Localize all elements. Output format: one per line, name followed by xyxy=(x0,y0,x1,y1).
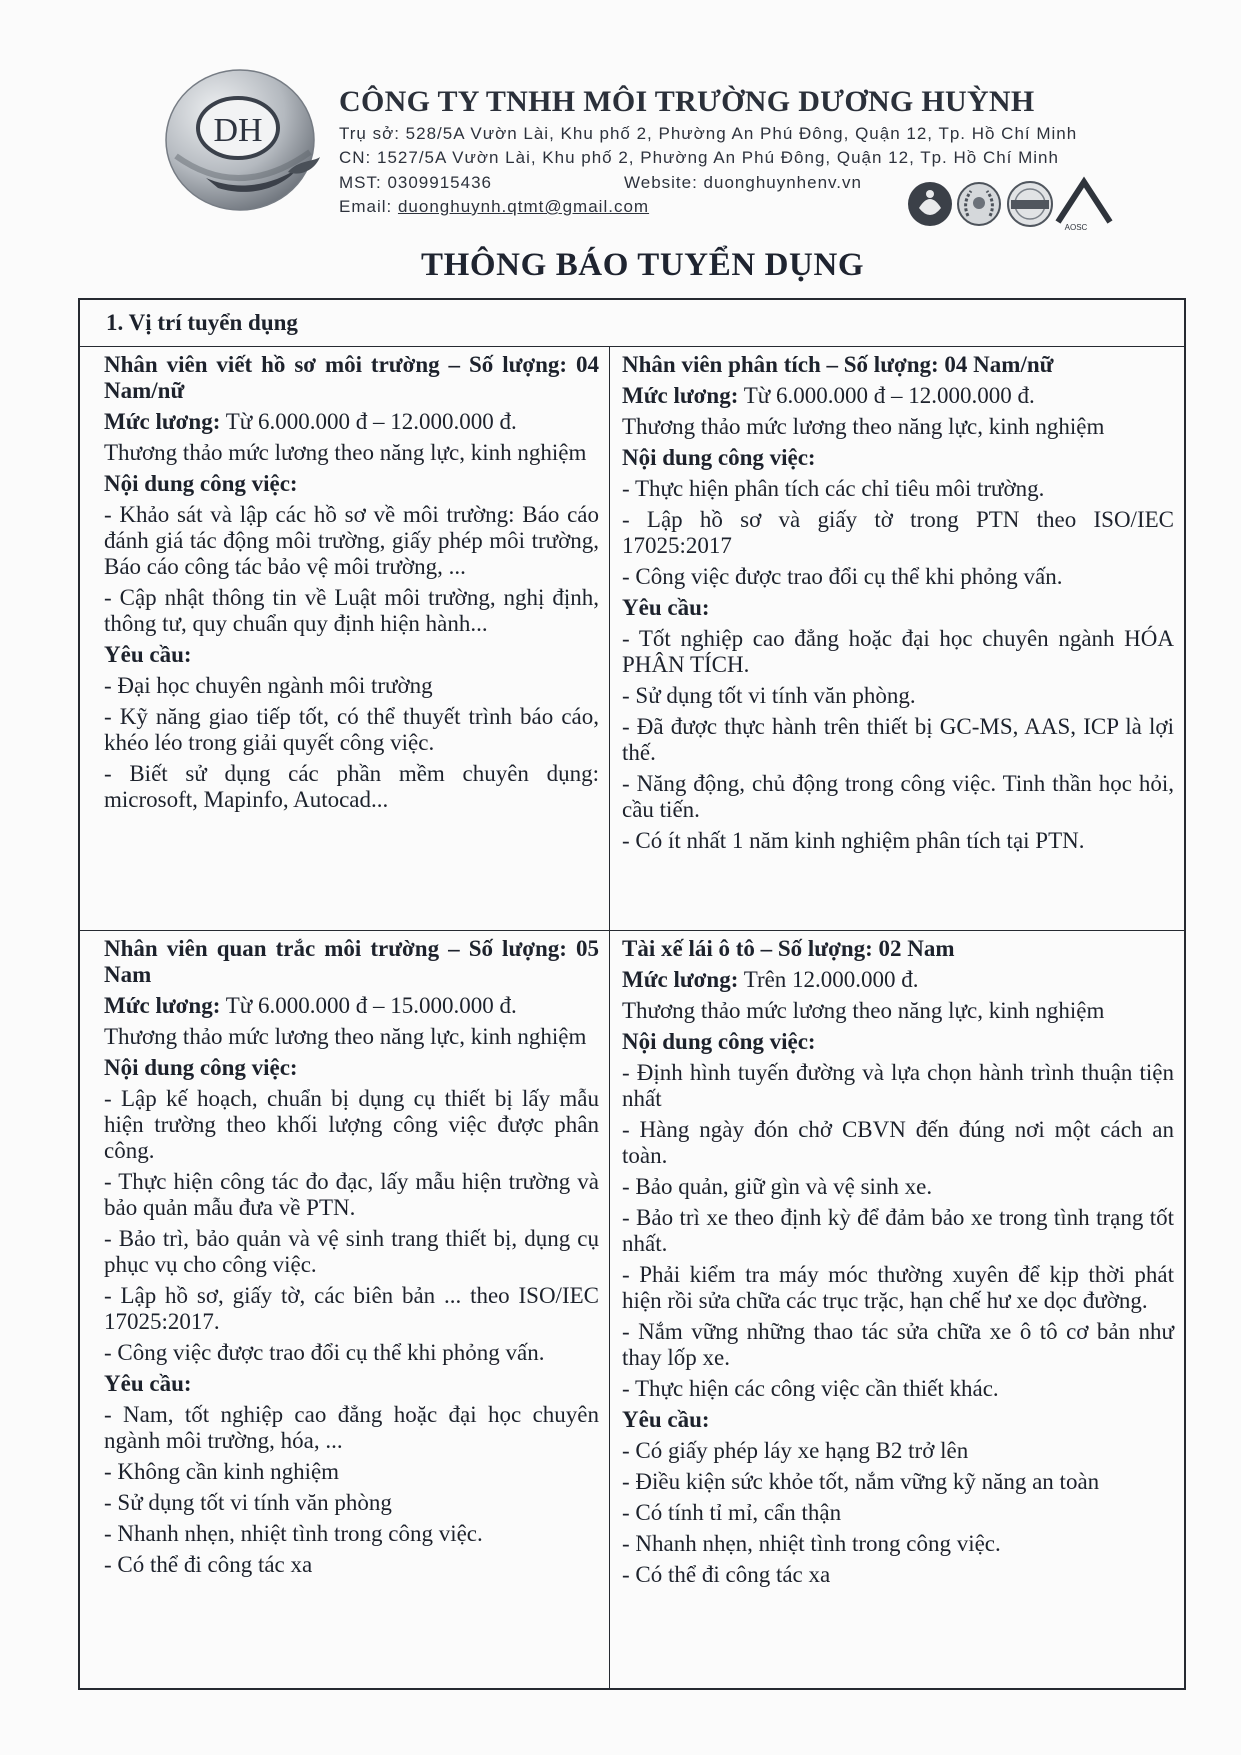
salary-value: Từ 6.000.000 đ – 15.000.000 đ. xyxy=(225,993,517,1018)
head-office-address: Trụ sở: 528/5A Vườn Lài, Khu phố 2, Phường An Phú Đông, Quận 12, Tp. Hồ Chí Minh xyxy=(339,124,1078,143)
duty-item: - Bảo quản, giữ gìn và vệ sinh xe. xyxy=(622,1174,933,1199)
table-row xyxy=(80,931,1184,1688)
requirement-item: - Điều kiện sức khỏe tốt, nắm vững kỹ năng an toàn xyxy=(622,1469,1100,1494)
requirement-item: - Kỹ năng giao tiếp tốt, có thể thuyết trình báo cáo, khéo léo trong giải quyết công việc. xyxy=(104,704,599,755)
document-title: THÔNG BÁO TUYỂN DỤNG xyxy=(421,247,865,283)
position-title: Nhân viên viết hồ sơ môi trường – Số lượng: 04 Nam/nữ xyxy=(104,352,599,403)
requirements-label: Yêu cầu: xyxy=(622,595,710,620)
wreath-seal-icon xyxy=(958,183,1000,225)
duties-label: Nội dung công việc: xyxy=(622,1029,816,1054)
duties-label: Nội dung công việc: xyxy=(104,1055,298,1080)
section-heading: 1. Vị trí tuyển dụng xyxy=(80,300,1184,347)
requirement-item: - Có thể đi công tác xa xyxy=(104,1552,313,1577)
company-name: CÔNG TY TNHH MÔI TRƯỜNG DƯƠNG HUỲNH xyxy=(339,85,1035,118)
position-card-dossier-writer xyxy=(80,347,610,930)
requirement-item: - Có tính tỉ mỉ, cẩn thận xyxy=(622,1500,842,1525)
salary-negotiation: Thương thảo mức lương theo năng lực, kinh nghiệm xyxy=(622,998,1105,1023)
duty-item: - Cập nhật thông tin về Luật môi trường, nghị định, thông tư, quy chuẩn quy định hiện hành... xyxy=(104,585,599,636)
duty-item: - Khảo sát và lập các hồ sơ về môi trường: Báo cáo đánh giá tác động môi trường, giấy phép môi trường, Báo cáo công tác bảo vệ môi trường, ... xyxy=(104,502,599,579)
positions-table xyxy=(78,298,1186,1690)
salary-label: Mức lương: xyxy=(104,993,221,1018)
salary-line xyxy=(622,967,1174,993)
email-label: Email: xyxy=(339,196,393,216)
position-card-analyst xyxy=(610,347,1184,930)
position-card-monitoring xyxy=(80,931,610,1688)
logo-lettering: DH xyxy=(213,112,263,149)
duty-item: - Lập hồ sơ, giấy tờ, các biên bản ... theo ISO/IEC 17025:2017. xyxy=(104,1283,599,1334)
requirements-label: Yêu cầu: xyxy=(104,642,192,667)
aosc-logo-icon xyxy=(1058,182,1110,232)
email-link[interactable]: duonghuynh.qtmt@gmail.com xyxy=(397,196,650,216)
branch-address: CN: 1527/5A Vườn Lài, Khu phố 2, Phường An Phú Đông, Quận 12, Tp. Hồ Chí Minh xyxy=(339,148,1059,168)
duty-item: - Công việc được trao đổi cụ thể khi phỏng vấn. xyxy=(104,1340,545,1365)
duties-label: Nội dung công việc: xyxy=(622,445,816,470)
duty-item: - Phải kiểm tra máy móc thường xuyên để kịp thời phát hiện rồi sửa chữa các trục trặc, hạn chế hư xe dọc đường. xyxy=(622,1262,1174,1313)
requirement-item: - Đại học chuyên ngành môi trường xyxy=(104,673,433,698)
duty-item: - Công việc được trao đổi cụ thể khi phỏng vấn. xyxy=(622,564,1063,589)
aosc-lettering: AOSC xyxy=(1064,223,1088,232)
accreditation-seal-icon xyxy=(1008,182,1052,226)
requirement-item: - Năng động, chủ động trong công việc. Tinh thần học hỏi, cầu tiến. xyxy=(622,771,1174,822)
salary-negotiation: Thương thảo mức lương theo năng lực, kinh nghiệm xyxy=(104,1024,587,1049)
requirement-item: - Có ít nhất 1 năm kinh nghiệm phân tích tại PTN. xyxy=(622,828,1085,853)
position-title: Tài xế lái ô tô – Số lượng: 02 Nam xyxy=(622,936,955,961)
requirements-label: Yêu cầu: xyxy=(622,1407,710,1432)
salary-label: Mức lương: xyxy=(622,383,739,408)
salary-negotiation: Thương thảo mức lương theo năng lực, kinh nghiệm xyxy=(622,414,1105,439)
requirement-item: - Có thể đi công tác xa xyxy=(622,1562,831,1587)
salary-negotiation: Thương thảo mức lương theo năng lực, kinh nghiệm xyxy=(104,440,587,465)
duties-label: Nội dung công việc: xyxy=(104,471,298,496)
duty-item: - Thực hiện công tác đo đạc, lấy mẫu hiện trường và bảo quản mẫu đưa về PTN. xyxy=(104,1169,599,1220)
requirement-item: - Biết sử dụng các phần mềm chuyên dụng: microsoft, Mapinfo, Autocad... xyxy=(104,761,599,812)
requirement-item: - Có giấy phép láy xe hạng B2 trở lên xyxy=(622,1438,969,1463)
requirement-item: - Không cần kinh nghiệm xyxy=(104,1459,340,1484)
requirements-label: Yêu cầu: xyxy=(104,1371,192,1396)
salary-line xyxy=(104,993,599,1019)
requirement-item: - Nam, tốt nghiệp cao đẳng hoặc đại học chuyên ngành môi trường, hóa, ... xyxy=(104,1402,599,1453)
salary-value: Từ 6.000.000 đ – 12.000.000 đ. xyxy=(225,409,517,434)
duty-item: - Thực hiện phân tích các chỉ tiêu môi trường. xyxy=(622,476,1045,501)
requirement-item: - Nhanh nhẹn, nhiệt tình trong công việc. xyxy=(104,1521,483,1546)
duty-item: - Lập kế hoạch, chuẩn bị dụng cụ thiết bị lấy mẫu hiện trường theo khối lượng công việc được phân công. xyxy=(104,1086,599,1163)
duty-item: - Nắm vững những thao tác sửa chữa xe ô tô cơ bản như thay lốp xe. xyxy=(622,1319,1174,1370)
duty-item: - Thực hiện các công việc cần thiết khác. xyxy=(622,1376,999,1401)
duty-item: - Bảo trì xe theo định kỳ để đảm bảo xe trong tình trạng tốt nhất. xyxy=(622,1205,1174,1256)
requirement-item: - Sử dụng tốt vi tính văn phòng xyxy=(104,1490,392,1515)
requirement-item: - Đã được thực hành trên thiết bị GC-MS, AAS, ICP là lợi thế. xyxy=(622,714,1174,765)
salary-label: Mức lương: xyxy=(104,409,221,434)
salary-value: Trên 12.000.000 đ. xyxy=(743,967,919,992)
salary-value: Từ 6.000.000 đ – 12.000.000 đ. xyxy=(743,383,1035,408)
certification-seal-icon xyxy=(908,182,952,226)
salary-label: Mức lương: xyxy=(622,967,739,992)
requirement-item: - Nhanh nhẹn, nhiệt tình trong công việc. xyxy=(622,1531,1001,1556)
requirement-item: - Sử dụng tốt vi tính văn phòng. xyxy=(622,683,916,708)
tax-code: MST: 0309915436 xyxy=(339,172,492,192)
salary-line xyxy=(622,383,1174,409)
duty-item: - Bảo trì, bảo quản và vệ sinh trang thiết bị, dụng cụ phục vụ cho công việc. xyxy=(104,1226,599,1277)
duty-item: - Hàng ngày đón chở CBVN đến đúng nơi một cách an toàn. xyxy=(622,1117,1174,1168)
certification-logos xyxy=(906,176,1121,232)
duty-item: - Định hình tuyến đường và lựa chọn hành trình thuận tiện nhất xyxy=(622,1060,1174,1111)
salary-line xyxy=(104,409,599,435)
position-card-driver xyxy=(610,931,1184,1688)
website: Website: duonghuynhenv.vn xyxy=(624,172,862,192)
table-row xyxy=(80,347,1184,931)
position-title: Nhân viên quan trắc môi trường – Số lượng: 05 Nam xyxy=(104,936,599,987)
company-logo xyxy=(148,60,333,220)
requirement-item: - Tốt nghiệp cao đẳng hoặc đại học chuyên ngành HÓA PHÂN TÍCH. xyxy=(622,626,1174,677)
duty-item: - Lập hồ sơ và giấy tờ trong PTN theo ISO/IEC 17025:2017 xyxy=(622,507,1174,558)
position-title: Nhân viên phân tích – Số lượng: 04 Nam/nữ xyxy=(622,352,1054,377)
